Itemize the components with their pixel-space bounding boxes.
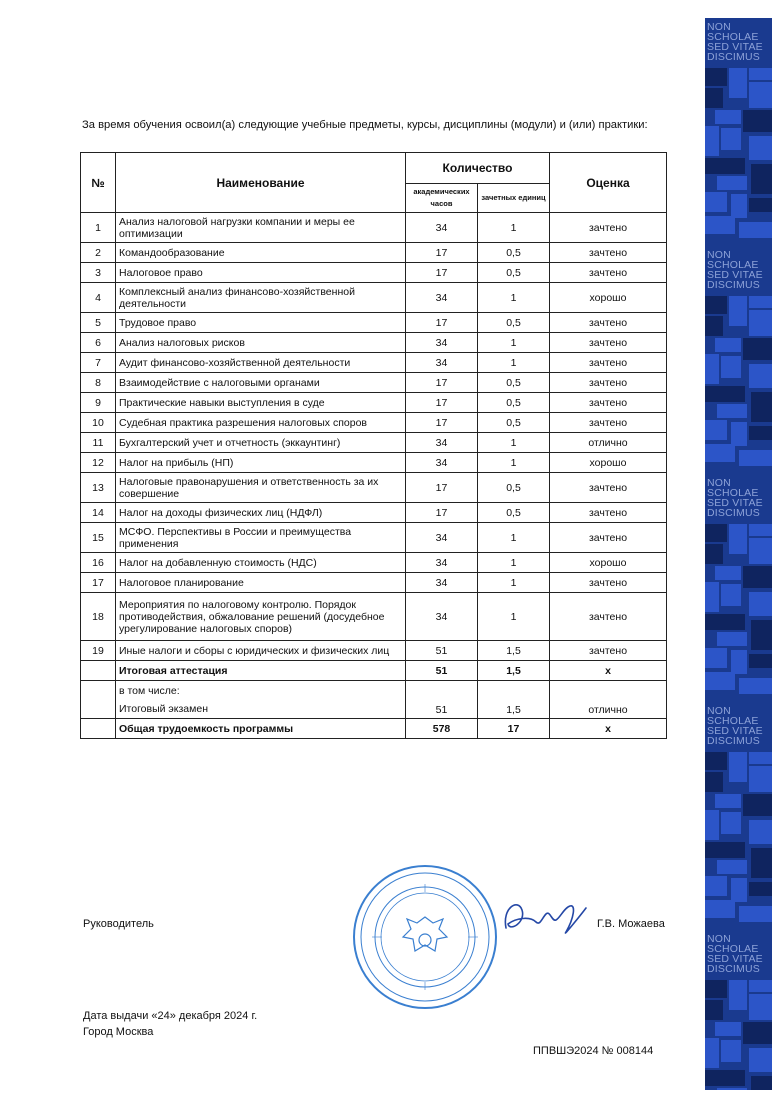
table-row <box>81 641 667 661</box>
strip-pattern-block <box>749 820 772 844</box>
row-hours: 34 <box>406 433 478 453</box>
header-num: № <box>81 153 116 213</box>
strip-pattern-block <box>705 980 727 998</box>
row-hours: 34 <box>406 523 478 553</box>
row-credits: 0,5 <box>478 263 550 283</box>
strip-pattern-block <box>705 354 719 384</box>
row-name: Судебная практика разрешения налоговых споров <box>116 413 406 433</box>
row-name: Аудит финансово-хозяйственной деятельности <box>116 353 406 373</box>
row-credits: 1 <box>478 523 550 553</box>
row-name: Практические навыки выступления в суде <box>116 393 406 413</box>
strip-pattern-block <box>705 810 719 840</box>
header-grade: Оценка <box>550 153 667 213</box>
strip-pattern-block <box>729 980 747 1010</box>
strip-motto-line: SED VITAE <box>707 725 763 737</box>
strip-motto-line: SED VITAE <box>707 41 763 53</box>
strip-motto <box>707 478 763 518</box>
row-credits: 1,5 <box>478 661 550 681</box>
table-row-total <box>81 719 667 739</box>
row-grade: зачтено <box>550 413 667 433</box>
strip-pattern-block <box>739 678 772 694</box>
row-name: МСФО. Перспективы в России и преимущества применения <box>116 523 406 553</box>
row-grade: зачтено <box>550 333 667 353</box>
strip-pattern-block <box>715 338 741 352</box>
row-grade: хорошо <box>550 453 667 473</box>
including-name: Итоговый экзамен <box>119 702 209 715</box>
row-credits: 1 <box>478 353 550 373</box>
row-name: Налог на прибыль (НП) <box>116 453 406 473</box>
row-grade: зачтено <box>550 393 667 413</box>
row-hours: 51 <box>406 641 478 661</box>
strip-pattern-block <box>705 420 727 440</box>
strip-pattern-block <box>705 386 745 402</box>
strip-pattern-block <box>705 900 735 918</box>
row-hours: 34 <box>406 333 478 353</box>
row-number: 18 <box>81 593 116 641</box>
strip-motto-line: SCHOLAE <box>707 487 759 499</box>
row-grade: отлично <box>550 433 667 453</box>
row-name: Мероприятия по налоговому контролю. Порядок противодействия, обжалование решений (досудебное урегулирование налоговых споров) <box>116 593 406 641</box>
strip-pattern-block <box>749 82 772 108</box>
row-hours: 34 <box>406 283 478 313</box>
strip-pattern-block <box>717 1088 747 1090</box>
strip-pattern-block <box>705 68 727 86</box>
row-name: Налоговое право <box>116 263 406 283</box>
table-row-final_attestation <box>81 661 667 681</box>
strip-motto-line: SCHOLAE <box>707 31 759 43</box>
row-grade: x <box>550 719 667 739</box>
strip-pattern-block <box>743 110 772 132</box>
strip-pattern-block <box>749 296 772 308</box>
strip-pattern-block <box>749 766 772 792</box>
strip-pattern-block <box>729 524 747 554</box>
row-credits: 1,5 <box>478 681 550 719</box>
strip-pattern-block <box>705 316 723 336</box>
row-credits: 17 <box>478 719 550 739</box>
including-label: в том числе: <box>119 684 180 697</box>
row-number: 10 <box>81 413 116 433</box>
strip-motto-line: NON <box>707 249 731 261</box>
header-name: Наименование <box>116 153 406 213</box>
row-grade: зачтено <box>550 473 667 503</box>
row-number: 14 <box>81 503 116 523</box>
strip-pattern-block <box>705 772 723 792</box>
strip-pattern-block <box>705 444 735 462</box>
row-credits: 1 <box>478 213 550 243</box>
row-credits: 1 <box>478 593 550 641</box>
table-row <box>81 243 667 263</box>
table-row <box>81 593 667 641</box>
strip-pattern-block <box>717 860 747 874</box>
strip-motto-line: SCHOLAE <box>707 943 759 955</box>
row-name: Общая трудоемкость программы <box>116 719 406 739</box>
strip-pattern-block <box>717 632 747 646</box>
strip-pattern-block <box>705 1038 719 1068</box>
strip-motto-line: SCHOLAE <box>707 715 759 727</box>
issue-city: Город Москва <box>83 1026 154 1038</box>
table-row-including <box>81 681 667 719</box>
row-hours: 51 <box>406 681 478 719</box>
strip-pattern-block <box>731 194 747 218</box>
strip-pattern-block <box>715 794 741 808</box>
strip-pattern-block <box>705 88 723 108</box>
strip-motto <box>707 706 763 746</box>
strip-pattern-block <box>749 654 772 668</box>
strip-pattern-block <box>749 68 772 80</box>
row-hours: 34 <box>406 593 478 641</box>
strip-motto-line: SED VITAE <box>707 269 763 281</box>
strip-pattern-block <box>721 356 741 378</box>
table-row <box>81 573 667 593</box>
strip-pattern-block <box>731 878 747 902</box>
row-hours: 17 <box>406 503 478 523</box>
row-grade: x <box>550 661 667 681</box>
strip-pattern-block <box>749 980 772 992</box>
strip-pattern-block <box>749 310 772 336</box>
row-number: 1 <box>81 213 116 243</box>
strip-motto-line: DISCIMUS <box>707 51 760 63</box>
strip-pattern-block <box>705 842 745 858</box>
issue-date: Дата выдачи «24» декабря 2024 г. <box>83 1010 258 1022</box>
row-name: Командообразование <box>116 243 406 263</box>
table-body <box>81 213 667 739</box>
strip-pattern-block <box>705 158 745 174</box>
signature-label: Руководитель <box>83 918 154 930</box>
row-hours: 34 <box>406 453 478 473</box>
strip-pattern-block <box>705 524 727 542</box>
row-name: Взаимодействие с налоговыми органами <box>116 373 406 393</box>
strip-motto-line: NON <box>707 933 731 945</box>
table-row <box>81 313 667 333</box>
row-credits: 0,5 <box>478 313 550 333</box>
row-grade: зачтено <box>550 213 667 243</box>
strip-pattern-block <box>743 794 772 816</box>
strip-pattern-block <box>749 136 772 160</box>
row-number: 8 <box>81 373 116 393</box>
row-grade: зачтено <box>550 263 667 283</box>
row-credits: 0,5 <box>478 413 550 433</box>
strip-pattern-block <box>717 176 747 190</box>
row-number: 7 <box>81 353 116 373</box>
row-number: 2 <box>81 243 116 263</box>
strip-pattern-block <box>749 426 772 440</box>
table-row <box>81 393 667 413</box>
table-row <box>81 503 667 523</box>
row-grade: зачтено <box>550 373 667 393</box>
row-credits: 1 <box>478 433 550 453</box>
row-hours: 17 <box>406 313 478 333</box>
strip-pattern-block <box>729 296 747 326</box>
row-number: 3 <box>81 263 116 283</box>
row-credits: 0,5 <box>478 373 550 393</box>
row-number: 6 <box>81 333 116 353</box>
strip-pattern-block <box>739 450 772 466</box>
table-row <box>81 353 667 373</box>
row-name: Налог на добавленную стоимость (НДС) <box>116 553 406 573</box>
table-row <box>81 453 667 473</box>
official-seal <box>350 862 500 1012</box>
strip-pattern-block <box>739 906 772 922</box>
row-hours: 578 <box>406 719 478 739</box>
strip-pattern-block <box>743 338 772 360</box>
signatory-name: Г.В. Можаева <box>597 918 665 930</box>
table-row <box>81 473 667 503</box>
row-credits: 0,5 <box>478 393 550 413</box>
row-hours: 51 <box>406 661 478 681</box>
row-hours: 17 <box>406 393 478 413</box>
row-number: 5 <box>81 313 116 333</box>
strip-pattern-block <box>729 68 747 98</box>
strip-pattern-block <box>705 752 727 770</box>
row-grade: хорошо <box>550 283 667 313</box>
row-name <box>116 681 406 719</box>
row-grade: зачтено <box>550 641 667 661</box>
strip-pattern-block <box>721 1040 741 1062</box>
strip-pattern-block <box>729 752 747 782</box>
row-number: 12 <box>81 453 116 473</box>
row-grade: отлично <box>550 681 667 719</box>
strip-pattern-block <box>749 364 772 388</box>
row-name: Иные налоги и сборы с юридических и физических лиц <box>116 641 406 661</box>
strip-pattern-block <box>721 812 741 834</box>
row-name: Итоговая аттестация <box>116 661 406 681</box>
strip-pattern-block <box>705 1000 723 1020</box>
intro-text: За время обучения освоил(а) следующие учебные предметы, курсы, дисциплины (модули) и (или) практики: <box>82 119 648 131</box>
row-number: 17 <box>81 573 116 593</box>
row-grade: хорошо <box>550 553 667 573</box>
row-grade: зачтено <box>550 353 667 373</box>
strip-pattern-block <box>749 524 772 536</box>
strip-pattern-block <box>705 296 727 314</box>
row-grade: зачтено <box>550 503 667 523</box>
row-number: 15 <box>81 523 116 553</box>
strip-motto-line: SED VITAE <box>707 497 763 509</box>
strip-pattern-block <box>705 582 719 612</box>
row-credits: 1,5 <box>478 641 550 661</box>
row-credits: 1 <box>478 283 550 313</box>
row-credits: 1 <box>478 453 550 473</box>
table-row <box>81 263 667 283</box>
strip-motto-line: DISCIMUS <box>707 279 760 291</box>
table-row <box>81 433 667 453</box>
row-number-empty <box>81 681 116 719</box>
row-number-empty <box>81 719 116 739</box>
strip-pattern-block <box>715 566 741 580</box>
row-name: Анализ налоговой нагрузки компании и меры ее оптимизации <box>116 213 406 243</box>
strip-pattern-block <box>749 1048 772 1072</box>
strip-motto-line: NON <box>707 705 731 717</box>
row-number: 16 <box>81 553 116 573</box>
strip-pattern-block <box>749 882 772 896</box>
row-number: 13 <box>81 473 116 503</box>
row-number: 4 <box>81 283 116 313</box>
strip-pattern-block <box>739 222 772 238</box>
row-credits: 1 <box>478 573 550 593</box>
strip-pattern-block <box>751 848 772 878</box>
strip-pattern-block <box>743 1022 772 1044</box>
strip-pattern-block <box>705 544 723 564</box>
strip-pattern-block <box>743 566 772 588</box>
row-credits: 1 <box>478 333 550 353</box>
strip-pattern-block <box>721 128 741 150</box>
strip-motto-line: DISCIMUS <box>707 735 760 747</box>
strip-pattern-block <box>717 404 747 418</box>
row-name: Трудовое право <box>116 313 406 333</box>
row-hours: 17 <box>406 413 478 433</box>
strip-pattern-block <box>705 648 727 668</box>
strip-pattern-block <box>751 1076 772 1090</box>
strip-pattern-block <box>749 538 772 564</box>
table-row <box>81 283 667 313</box>
table-row <box>81 213 667 243</box>
strip-pattern-block <box>749 592 772 616</box>
strip-pattern-block <box>715 110 741 124</box>
strip-pattern-block <box>721 584 741 606</box>
strip-pattern-block <box>749 198 772 212</box>
serial-number: ППВШЭ2024 № 008144 <box>533 1045 654 1057</box>
row-grade: зачтено <box>550 313 667 333</box>
strip-pattern-block <box>705 216 735 234</box>
table-row <box>81 333 667 353</box>
strip-pattern-block <box>705 672 735 690</box>
strip-pattern-block <box>731 650 747 674</box>
row-credits: 1 <box>478 553 550 573</box>
row-credits: 0,5 <box>478 473 550 503</box>
row-grade: зачтено <box>550 573 667 593</box>
strip-motto <box>707 934 763 974</box>
row-hours: 17 <box>406 473 478 503</box>
row-number: 11 <box>81 433 116 453</box>
table-row <box>81 373 667 393</box>
strip-motto-line: DISCIMUS <box>707 507 760 519</box>
strip-pattern-block <box>705 1070 745 1086</box>
strip-pattern-block <box>705 192 727 212</box>
strip-motto <box>707 250 763 290</box>
row-credits: 0,5 <box>478 503 550 523</box>
decorative-strip <box>705 18 772 1090</box>
row-hours: 17 <box>406 243 478 263</box>
row-grade: зачтено <box>550 593 667 641</box>
row-name: Комплексный анализ финансово-хозяйственной деятельности <box>116 283 406 313</box>
header-quantity: Количество <box>406 153 550 184</box>
row-name: Налоговое планирование <box>116 573 406 593</box>
strip-pattern-block <box>751 164 772 194</box>
row-name: Бухгалтерский учет и отчетность (эккаунтинг) <box>116 433 406 453</box>
strip-motto-line: NON <box>707 477 731 489</box>
row-hours: 34 <box>406 573 478 593</box>
strip-pattern-block <box>705 126 719 156</box>
strip-pattern-block <box>751 620 772 650</box>
strip-motto-line: NON <box>707 21 731 33</box>
row-name: Налог на доходы физических лиц (НДФЛ) <box>116 503 406 523</box>
row-hours: 34 <box>406 553 478 573</box>
strip-pattern-block <box>749 752 772 764</box>
table-row <box>81 553 667 573</box>
row-number: 9 <box>81 393 116 413</box>
header-hours: академических часов <box>406 184 478 213</box>
row-hours: 17 <box>406 373 478 393</box>
grades-table <box>80 152 667 739</box>
row-number-empty <box>81 661 116 681</box>
header-credits: зачетных единиц <box>478 184 550 213</box>
row-hours: 34 <box>406 353 478 373</box>
strip-motto <box>707 22 763 62</box>
row-credits: 0,5 <box>478 243 550 263</box>
strip-pattern-block <box>705 614 745 630</box>
strip-pattern-block <box>715 1022 741 1036</box>
signature <box>496 888 591 948</box>
strip-pattern-block <box>751 392 772 422</box>
table-row <box>81 523 667 553</box>
row-name: Анализ налоговых рисков <box>116 333 406 353</box>
strip-motto-line: DISCIMUS <box>707 963 760 975</box>
row-grade: зачтено <box>550 243 667 263</box>
strip-pattern-block <box>749 994 772 1020</box>
row-hours: 17 <box>406 263 478 283</box>
strip-motto-line: SED VITAE <box>707 953 763 965</box>
row-number: 19 <box>81 641 116 661</box>
strip-pattern-block <box>705 876 727 896</box>
row-name: Налоговые правонарушения и ответственность за их совершение <box>116 473 406 503</box>
row-grade: зачтено <box>550 523 667 553</box>
row-hours: 34 <box>406 213 478 243</box>
strip-motto-line: SCHOLAE <box>707 259 759 271</box>
table-row <box>81 413 667 433</box>
strip-pattern-block <box>731 422 747 446</box>
